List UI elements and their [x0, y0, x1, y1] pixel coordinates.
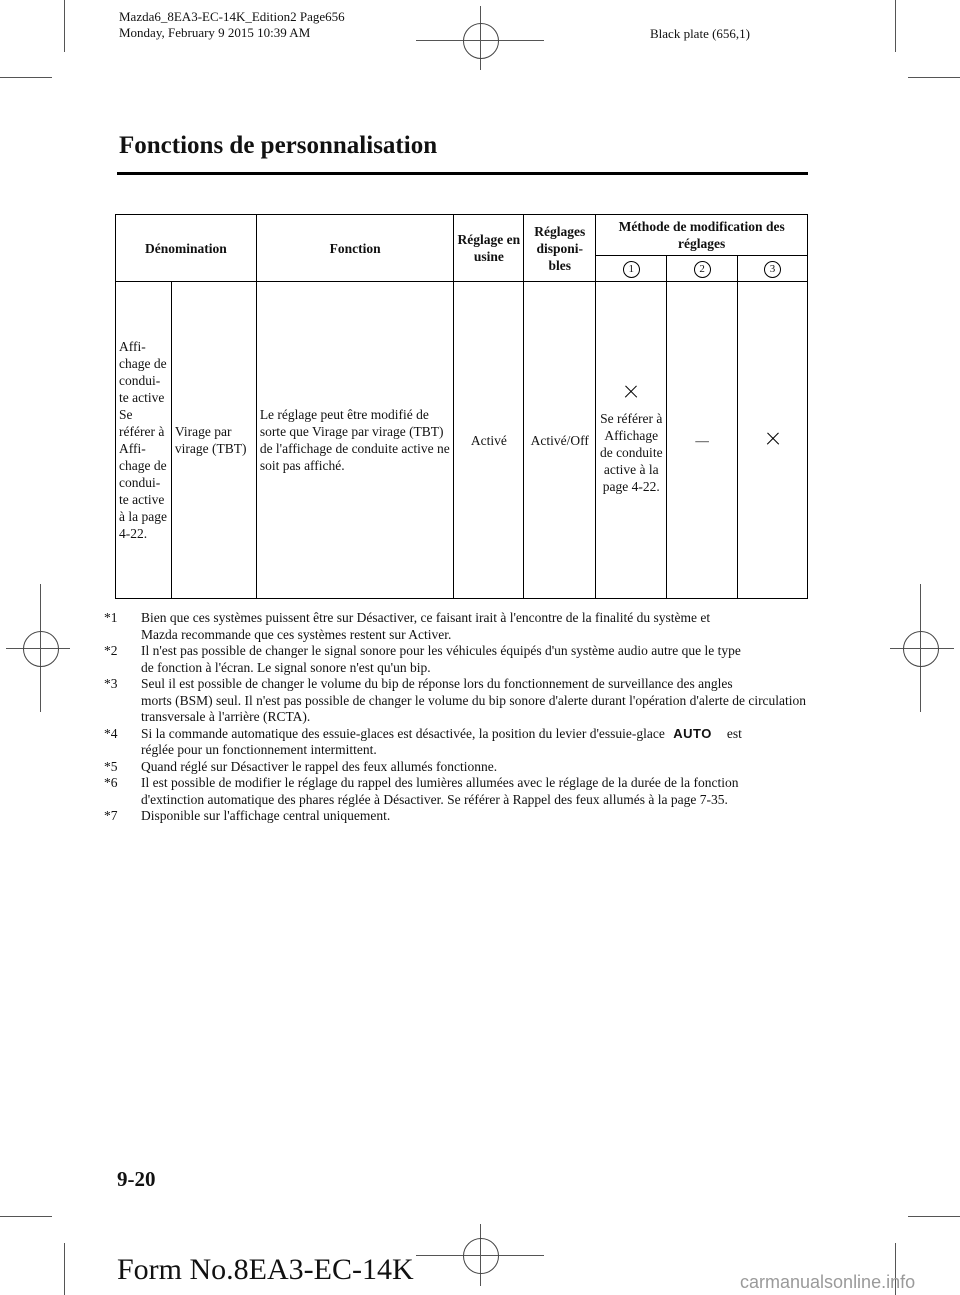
circled-number: 3 — [764, 261, 781, 278]
footnote-text: morts (BSM) seul. Il n'est pas possible de changer le volume du bip sonore d'alerte durant l'opération d'alerte de circulation transversale à l'arrière (RCTA). — [141, 692, 807, 724]
cell-name: Affi-chage de condui-te active Se référer à Affi-chage de condui-te active à la page 4-22. — [116, 282, 172, 599]
x-mark-icon — [767, 433, 779, 445]
plate-label: Black plate (656,1) — [650, 26, 750, 41]
cell-method-3 — [738, 282, 808, 599]
footnote-number: *3 — [104, 676, 118, 691]
footnote-text: Quand réglé sur Désactiver le rappel des feux allumés fonctionne. — [141, 758, 498, 774]
cell-function-name: Virage par virage (TBT) — [171, 282, 256, 599]
footnote-text: de fonction à l'écran. Le signal sonore n'est qu'un bip. — [141, 659, 431, 675]
footnote-text: Si la commande automatique des essuie-glaces est désactivée, la position du levier d'essuie-glace — [141, 725, 665, 741]
header-available: Réglages disponi-bles — [524, 215, 596, 282]
header-method-2 — [667, 256, 738, 282]
footnote-text: Seul il est possible de changer le volume du bip de réponse lors du fonctionnement de surveillance des angles — [141, 676, 733, 691]
table-row — [116, 282, 808, 599]
cell-available: Activé/Off — [524, 282, 596, 599]
footnote-number: *6 — [104, 775, 118, 790]
header-factory: Réglage en usine — [454, 215, 524, 282]
cell-method-2: — — [667, 282, 738, 599]
footnotes — [104, 610, 816, 825]
footnote-text: réglée pour un fonctionnement intermittent. — [141, 742, 377, 757]
settings-table — [115, 214, 808, 599]
footnote — [104, 759, 816, 776]
form-number: Form No.8EA3-EC-14K — [117, 1253, 414, 1286]
header-method-1 — [596, 256, 667, 282]
print-date: Monday, February 9 2015 10:39 AM — [119, 25, 311, 40]
footnote — [104, 610, 816, 643]
page-number: 9-20 — [117, 1167, 156, 1191]
circled-number: 2 — [694, 261, 711, 278]
footnote — [104, 726, 816, 759]
circled-number: 1 — [623, 261, 640, 278]
footnote-text: Il est possible de modifier le réglage du rappel des lumières allumées avec le réglage de la durée de la fonction — [141, 775, 739, 790]
footnote-number: *7 — [104, 808, 118, 823]
auto-badge: AUTO — [673, 725, 712, 741]
watermark: carmanualsonline.info — [740, 1272, 916, 1292]
footnote-number: *2 — [104, 643, 118, 658]
cell-method-1 — [596, 282, 667, 599]
footnote-text: Bien que ces systèmes puissent être sur Désactiver, ce faisant irait à l'encontre de la finalité du système et — [141, 610, 711, 625]
header-name: Dénomination — [116, 215, 257, 282]
cell-factory: Activé — [454, 282, 524, 599]
footnote-text: Il n'est pas possible de changer le signal sonore pour les véhicules équipés d'un système audio autre que le type — [141, 643, 741, 658]
header-method-3 — [738, 256, 808, 282]
footnote-number: *1 — [104, 610, 118, 625]
header-method: Méthode de modification des réglages — [596, 215, 808, 256]
footnote-text: Disponible sur l'affichage central uniquement. — [141, 808, 391, 823]
doc-id: Mazda6_8EA3-EC-14K_Edition2 Page656 — [119, 9, 345, 24]
title-rule — [117, 172, 808, 175]
x-mark-icon — [625, 386, 637, 398]
cell-description: Le réglage peut être modifié de sorte que Virage par virage (TBT) de l'affichage de conduite active ne soit pas affiché. — [256, 282, 454, 599]
footnote — [104, 676, 816, 726]
footnote-text: Mazda recommande que ces systèmes restent sur Activer. — [141, 626, 452, 642]
footnote-number: *4 — [104, 725, 118, 741]
footnote — [104, 808, 816, 825]
footnote-number: *5 — [104, 758, 118, 774]
section-title: Fonctions de personnalisation — [119, 132, 438, 159]
method-1-text: Se référer à Affichage de conduite active à la page 4-22. — [599, 411, 663, 494]
print-header — [119, 9, 345, 41]
footnote-text: est — [726, 725, 742, 741]
header-function: Fonction — [256, 215, 454, 282]
table-header-row — [116, 215, 808, 256]
footnote — [104, 643, 816, 676]
footnote — [104, 775, 816, 808]
footnote-text: d'extinction automatique des phares réglée à Désactiver. Se référer à Rappel des feux allumés à la page 7-35. — [141, 791, 728, 807]
